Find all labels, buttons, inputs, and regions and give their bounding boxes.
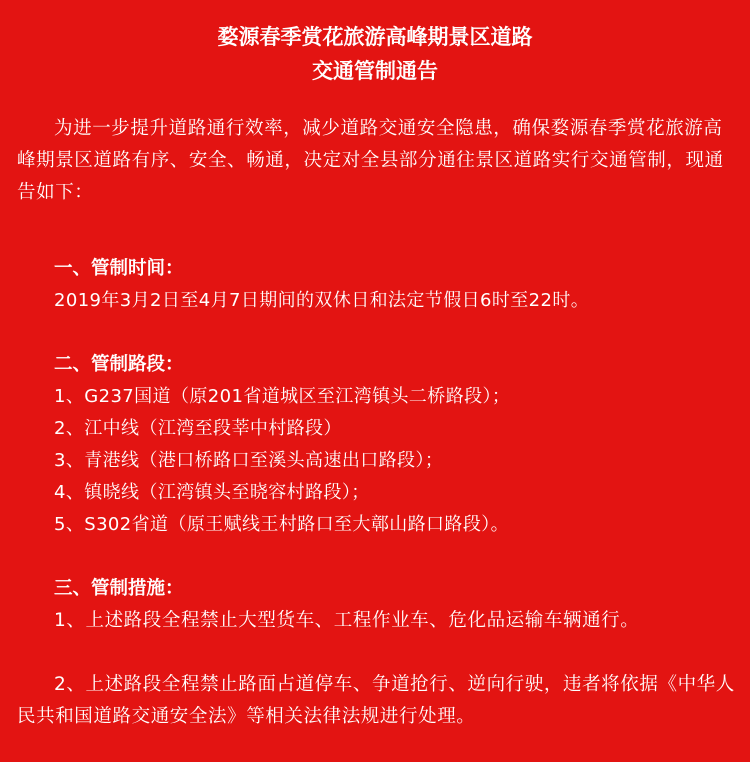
notice-title-line1: 婺源春季赏花旅游高峰期景区道路 — [217, 25, 533, 49]
intro-paragraph: 为进一步提升道路通行效率，减少道路交通安全隐患，确保婺源春季赏花旅游高峰期景区道路有序、安全、畅通，决定对全县部分通往景区道路实行交通管制，现通告如下： — [17, 118, 724, 203]
section2-item-1: 1、G237国道（原201省道城区至江湾镇头二桥路段）； — [54, 386, 511, 407]
section2-item-4: 4、镇晓线（江湾镇头至晓容村路段）； — [54, 482, 370, 503]
section3-item-1: 1、上述路段全程禁止大型货车、工程作业车、危化品运输车辆通行。 — [54, 610, 640, 631]
section1-heading: 一、管制时间： — [54, 258, 184, 279]
section2-heading: 二、管制路段： — [54, 354, 184, 375]
section2-item-5: 5、S302省道（原王赋线王村路口至大鄣山路口路段）。 — [54, 514, 510, 535]
section3-heading: 三、管制措施： — [54, 578, 184, 599]
notice-title-line2: 交通管制通告 — [312, 59, 438, 83]
section2-item-2: 2、江中线（江湾至段莘中村路段） — [54, 418, 342, 439]
section2-item-3: 3、青港线（港口桥路口至溪头高速出口路段）； — [54, 450, 444, 471]
section3-item-2: 2、上述路段全程禁止路面占道停车、争道抢行、逆向行驶，违者将依据《中华人民共和国道路交通安全法》等相关法律法规进行处理。 — [17, 674, 735, 727]
section1-content: 2019年3月2日至4月7日期间的双休日和法定节假日6时至22时。 — [54, 290, 590, 311]
